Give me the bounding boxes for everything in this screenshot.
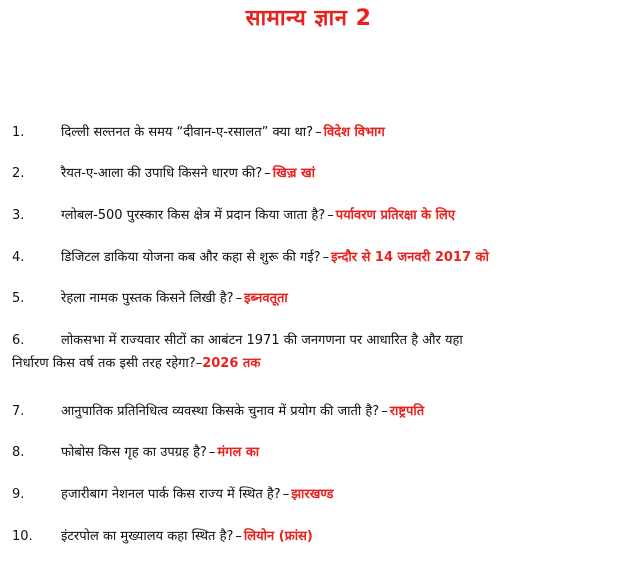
question-text: आनुपातिक प्रतिनिधित्व व्यवस्था किसके चुनाव में प्रयोग की जाती है? — [61, 404, 380, 419]
question-text: रेहला नामक पुस्तक किसने लिखी है? — [61, 291, 234, 306]
question-number: 8. — [12, 445, 25, 460]
question-number: 3. — [12, 208, 25, 223]
question-number: 9. — [12, 487, 25, 502]
question-number: 1. — [12, 125, 25, 140]
question-line — [61, 483, 334, 506]
question-text: रैयत-ए-आला की उपाधि किसने धारण की? — [61, 166, 263, 181]
answer-separator: – — [381, 404, 388, 419]
answer-separator: – — [315, 125, 322, 140]
question-item — [0, 329, 617, 375]
answer-text: विदेश विभाग — [323, 125, 385, 140]
page-title: सामान्य ज्ञान 2 — [245, 6, 372, 31]
question-line-continued — [12, 352, 260, 375]
answer-text: पर्यावरण प्रतिरक्षा के लिए — [335, 208, 456, 223]
question-text: डिजिटल डाकिया योजना कब और कहा से शुरू की गई? — [61, 250, 321, 265]
question-text: हजारीबाग नेशनल पार्क किस राज्य में स्थित है? — [61, 487, 281, 502]
answer-separator: – — [235, 529, 242, 544]
answer-text: इन्दौर से 14 जनवरी 2017 को — [331, 250, 489, 265]
question-number: 5. — [12, 291, 25, 306]
question-line — [61, 246, 489, 269]
answer-separator: – — [235, 291, 243, 306]
question-line — [61, 400, 424, 423]
answer-text: झारखण्ड — [291, 487, 334, 502]
question-line — [61, 441, 259, 464]
answer-text: लियोन (फ्रांस) — [243, 529, 313, 544]
answer-separator: – — [322, 250, 330, 265]
answer-separator: – — [264, 166, 271, 181]
answer-text: राष्ट्रपति — [389, 404, 425, 419]
question-line — [61, 525, 313, 548]
question-number: 10. — [12, 529, 33, 544]
question-line — [61, 162, 315, 185]
question-number: 7. — [12, 404, 25, 419]
answer-separator: – — [282, 487, 290, 502]
answer-separator: – — [195, 356, 203, 371]
question-text: ग्लोबल-500 पुरस्कार किस क्षेत्र में प्रदान किया जाता है? — [61, 208, 326, 223]
question-text: इंटरपोल का मुख्यालय कहा स्थित है? — [61, 529, 234, 544]
question-number: 4. — [12, 250, 25, 265]
answer-text: खिज़्र खां — [272, 166, 315, 181]
question-number: 6. — [12, 333, 25, 348]
answer-separator: – — [208, 445, 216, 460]
answer-text: 2026 तक — [202, 356, 261, 371]
answer-separator: – — [327, 208, 334, 223]
question-line — [61, 204, 455, 227]
question-text: निर्धारण किस वर्ष तक इसी तरह रहेगा? — [12, 356, 196, 371]
answer-text: इब्नवतूता — [244, 291, 288, 306]
answer-text: मंगल का — [217, 445, 260, 460]
question-line — [61, 121, 385, 144]
question-number: 2. — [12, 166, 25, 181]
question-line — [61, 287, 288, 310]
question-line: लोकसभा में राज्यवार सीटों का आबंटन 1971 की जनगणना पर आधारित है और यहा — [61, 333, 463, 348]
question-text: फोबोस किस गृह का उपग्रह है? — [61, 445, 207, 460]
question-text: दिल्ली सल्तनत के समय “दीवान-ए-रसालत” क्या था? — [61, 125, 314, 140]
